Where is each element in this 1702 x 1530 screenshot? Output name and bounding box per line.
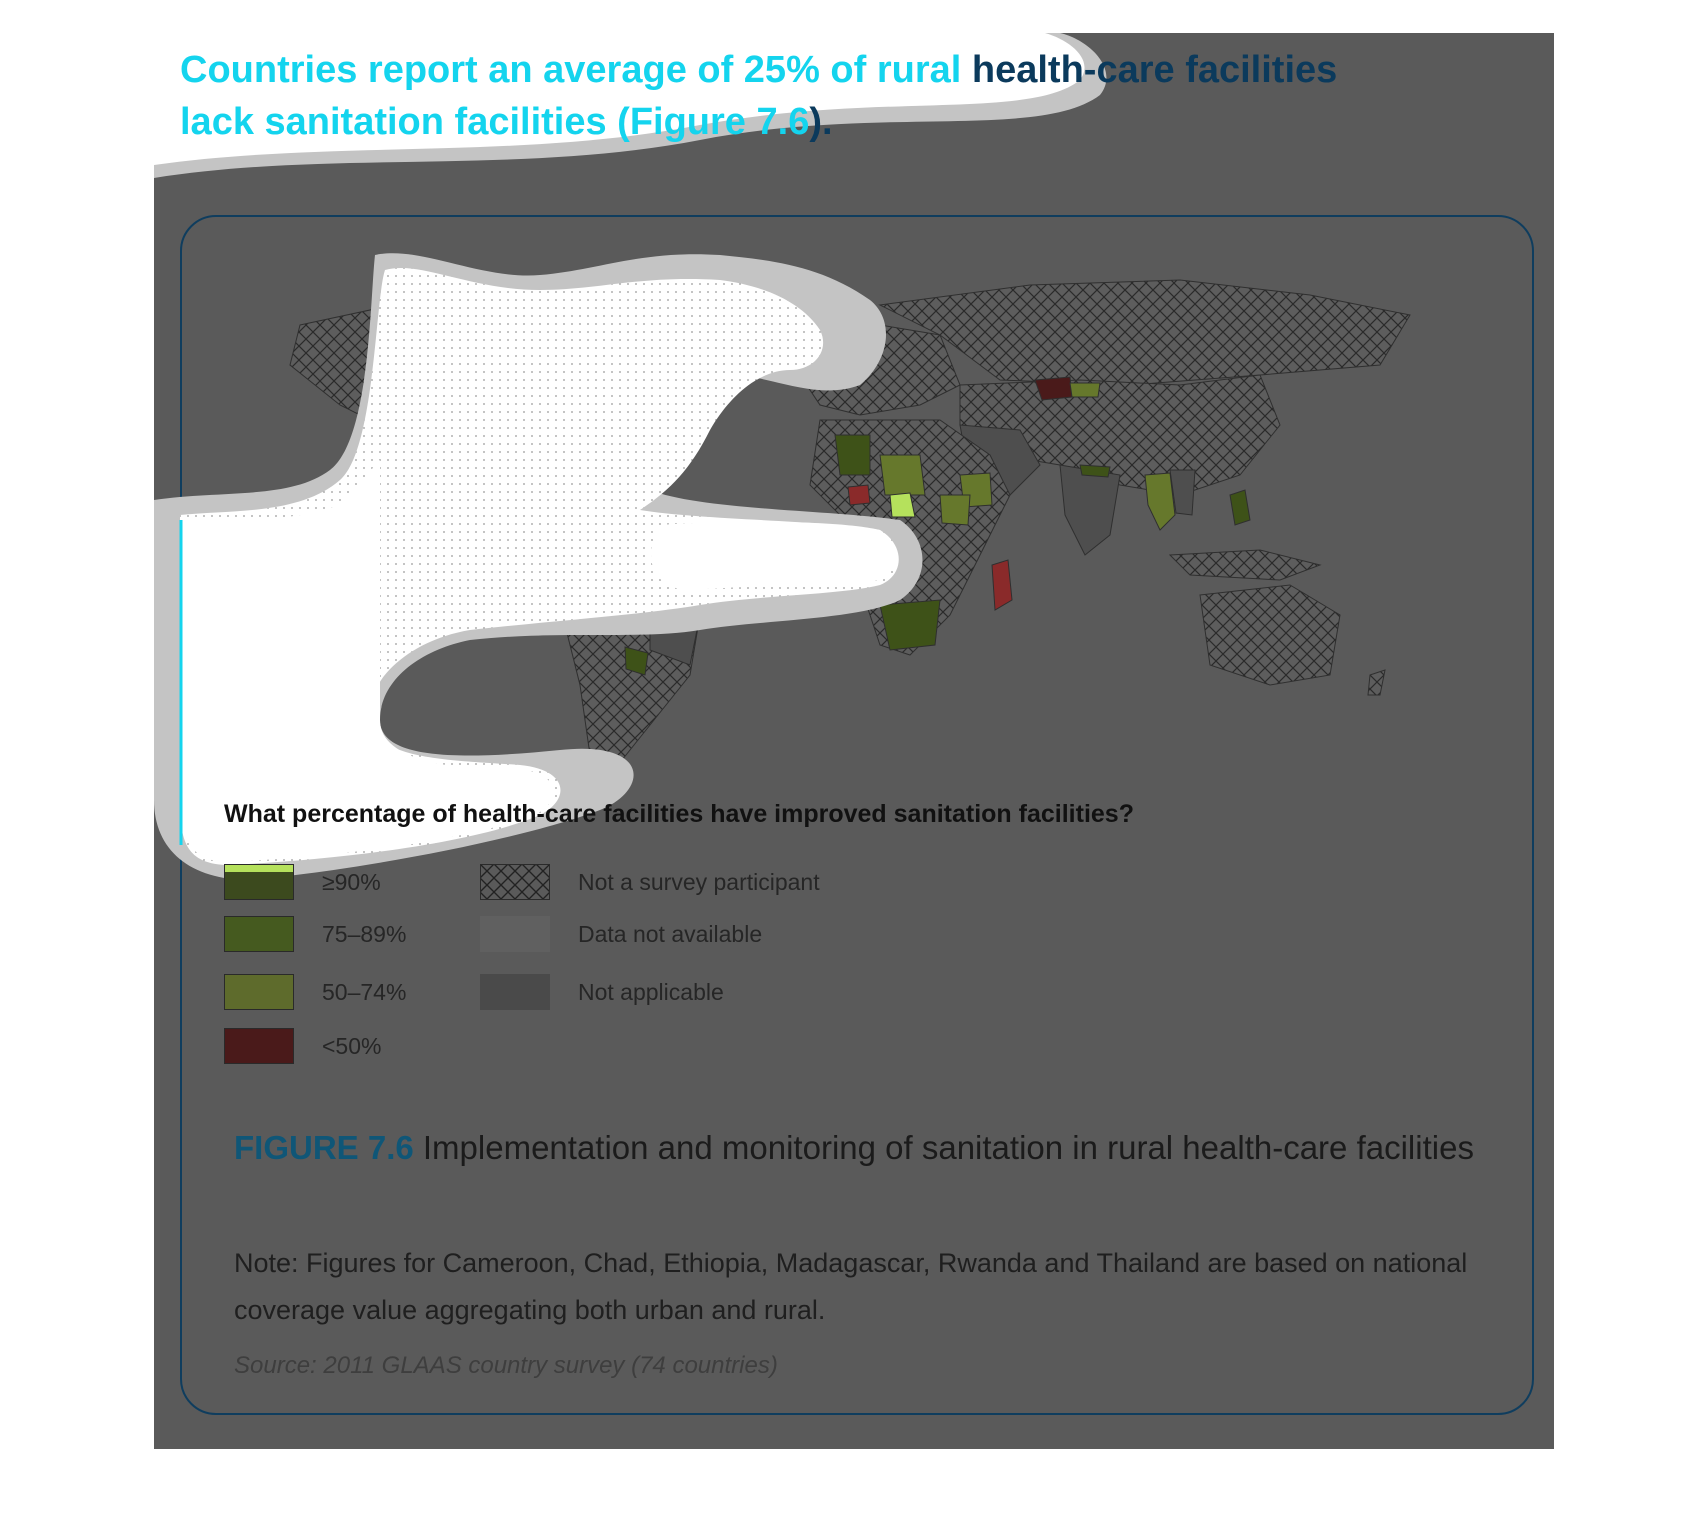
legend-swatch (480, 974, 550, 1010)
legend-item-75-89 (224, 914, 406, 954)
legend-label: Not applicable (578, 978, 724, 1005)
legend-label: <50% (322, 1032, 382, 1059)
legend-swatch (224, 864, 294, 900)
legend-item-not-applicable (480, 972, 724, 1012)
map-legend (224, 862, 1024, 1072)
legend-swatch-hatch (480, 864, 550, 900)
figure-caption (234, 1125, 1484, 1171)
legend-swatch (224, 974, 294, 1010)
legend-item-data-not-available (480, 914, 762, 954)
figure-note: Note: Figures for Cameroon, Chad, Ethiopia, Madagascar, Rwanda and Thailand are based on national coverage value aggregating both urban and rural. (234, 1248, 1468, 1325)
legend-title: What percentage of health-care facilities have improved sanitation facilities? (224, 800, 1134, 828)
legend-item-lt50 (224, 1026, 381, 1066)
legend-swatch (224, 1028, 294, 1064)
legend-item-not-participant (480, 862, 820, 902)
headline: Countries report an average of 25% of rural health-care facilities lack sanitation facilities (Figure 7.6). (180, 49, 1338, 143)
legend-swatch (224, 916, 294, 952)
legend-label: Not a survey participant (578, 868, 820, 895)
legend-swatch (480, 916, 550, 952)
figure-title: Implementation and monitoring of sanitation in rural health-care facilities (413, 1129, 1474, 1166)
legend-item-50-74 (224, 972, 406, 1012)
legend-label: Data not available (578, 920, 763, 947)
figure-source: Source: 2011 GLAAS country survey (74 countries) (234, 1352, 778, 1379)
figure-label: FIGURE 7.6 (234, 1129, 414, 1166)
legend-label: 50–74% (322, 978, 407, 1005)
mask-finger (651, 522, 895, 590)
legend-label: ≥90% (322, 868, 381, 895)
legend-label: 75–89% (322, 920, 407, 947)
legend-item-ge90 (224, 862, 381, 902)
